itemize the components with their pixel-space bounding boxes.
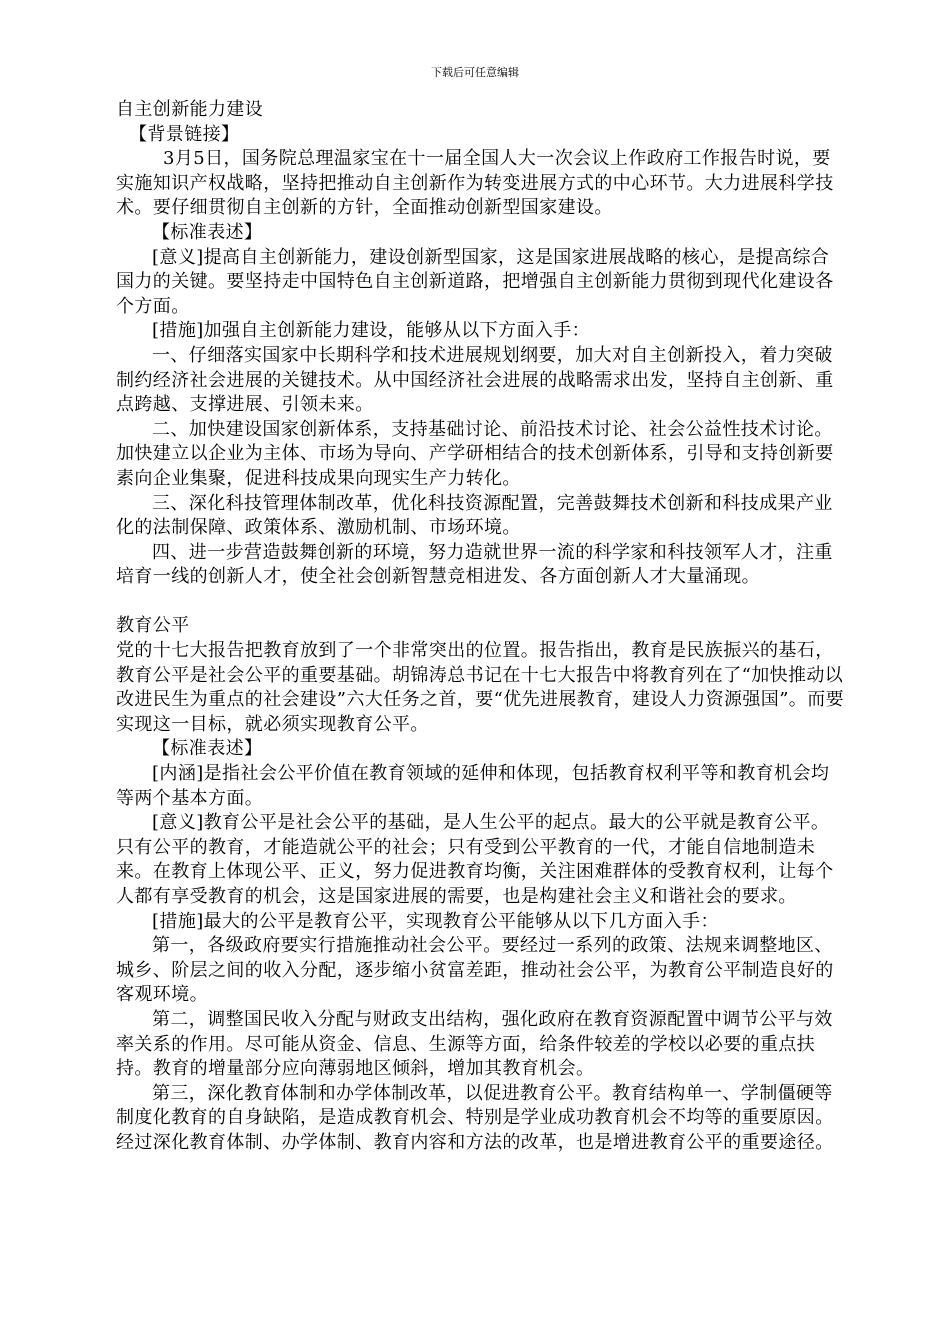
measure-item-4: 四、进一步营造鼓舞创新的环境，努力造就世界一流的科学家和科技领军人才，注重培育一线的创新人才，使全社会创新智慧竞相进发、各方面创新人才大量涌现。 [116, 541, 833, 588]
measures-paragraph: [措施]加强自主创新能力建设，能够从以下方面入手： [152, 320, 591, 342]
measure-item-2: 二、加快建设国家创新体系，支持基础讨论、前沿技术讨论、社会公益性技术讨论。加快建立以企业为主体、市场为导向、产学研相结合的技术创新体系，引导和支持创新要素向企业集聚，促进科技成果向现实生产力转化。 [116, 418, 834, 489]
page-header-note: 下载后可任意编辑 [431, 66, 519, 79]
measures-paragraph: [措施]最大的公平是教育公平，实现教育公平能够从以下几方面入手： [152, 910, 719, 932]
standard-heading: 【标准表述】 [152, 738, 263, 760]
connotation-paragraph: [内涵]是指社会公平价值在教育领域的延伸和体现，包括教育权利平等和教育机会均等两个基本方面。 [116, 763, 830, 809]
measure-item-2: 第二，调整国民收入分配与财政支出结构，强化政府在教育资源配置中调节公平与效率关系的作用。尽可能从资金、信息、生源等方面，给条件较差的学校以必要的重点扶持。教育的增量部分应向薄弱地区倾斜，增加其教育机会。 [116, 1008, 833, 1080]
section-title-innovation: 自主创新能力建设 [116, 99, 264, 120]
section-title-education: 教育公平 [116, 615, 190, 637]
meaning-paragraph: [意义]教育公平是社会公平的基础，是人生公平的起点。最大的公平就是教育公平。只有公平的教育，才能造就公平的社会；只有受到公平教育的一代，才能自信地制造未来。在教育上体现公平、正义，努力促进教育均衡，关注困难群体的受教育权利，让每个人都有享受教育的机会，这是国家进展的需要，也是构建社会主义和谐社会的要求。 [116, 812, 834, 907]
meaning-paragraph: [意义]提高自主创新能力，建设创新型国家，这是国家进展战略的核心，是提高综合国力的关键。要坚持走中国特色自主创新道路，把增强自主创新能力贯彻到现代化建设各个方面。 [116, 246, 834, 317]
section-spacer [116, 590, 846, 615]
measure-item-3: 第三，深化教育体制和办学体制改革，以促进教育公平。教育结构单一、学制僵硬等制度化教育的自身缺陷，是造成教育机会、特别是学业成功教育机会不均等的重要原因。经过深化教育体制、办学体制、教育内容和方法的改革，也是增进教育公平的重要途径。 [116, 1082, 834, 1153]
measure-item-1: 第一，各级政府要实行措施推动社会公平。要经过一系列的政策、法规来调整地区、城乡、阶层之间的收入分配，逐步缩小贫富差距，推动社会公平，为教育公平制造良好的客观环境。 [116, 935, 834, 1006]
measure-item-1: 一、仔细落实国家中长期科学和技术进展规划纲要，加大对自主创新投入，着力突破制约经济社会进展的关键技术。从中国经济社会进展的战略需求出发，坚持自主创新、重点跨越、支撑进展、引领未来。 [116, 344, 834, 416]
measure-item-3: 三、深化科技管理体制改革，优化科技资源配置，完善鼓舞技术创新和科技成果产业化的法制保障、政策体系、激励机制、市场环境。 [116, 492, 833, 539]
background-heading: 【背景链接】 [129, 123, 240, 145]
document-body [116, 98, 846, 1156]
background-paragraph: 3月5日，国务院总理温家宝在十一届全国人大一次会议上作政府工作报告时说，要实施知识产权战略，坚持把推动自主创新作为转变进展方式的中心环节。大力进展科学技术。要仔细贯彻自主创新的方针，全面推动创新型国家建设。 [116, 148, 834, 219]
education-intro-paragraph: 党的十七大报告把教育放到了一个非常突出的位置。报告指出，教育是民族振兴的基石，教育公平是社会公平的重要基础。胡锦涛总书记在十七大报告中将教育列在了“加快推动以改进民生为重点的社会建设”六大任务之首，要“优先进展教育，建设人力资源强国”。而要实现这一目标，就必须实现教育公平。 [116, 640, 845, 735]
standard-heading: 【标准表述】 [152, 221, 263, 243]
